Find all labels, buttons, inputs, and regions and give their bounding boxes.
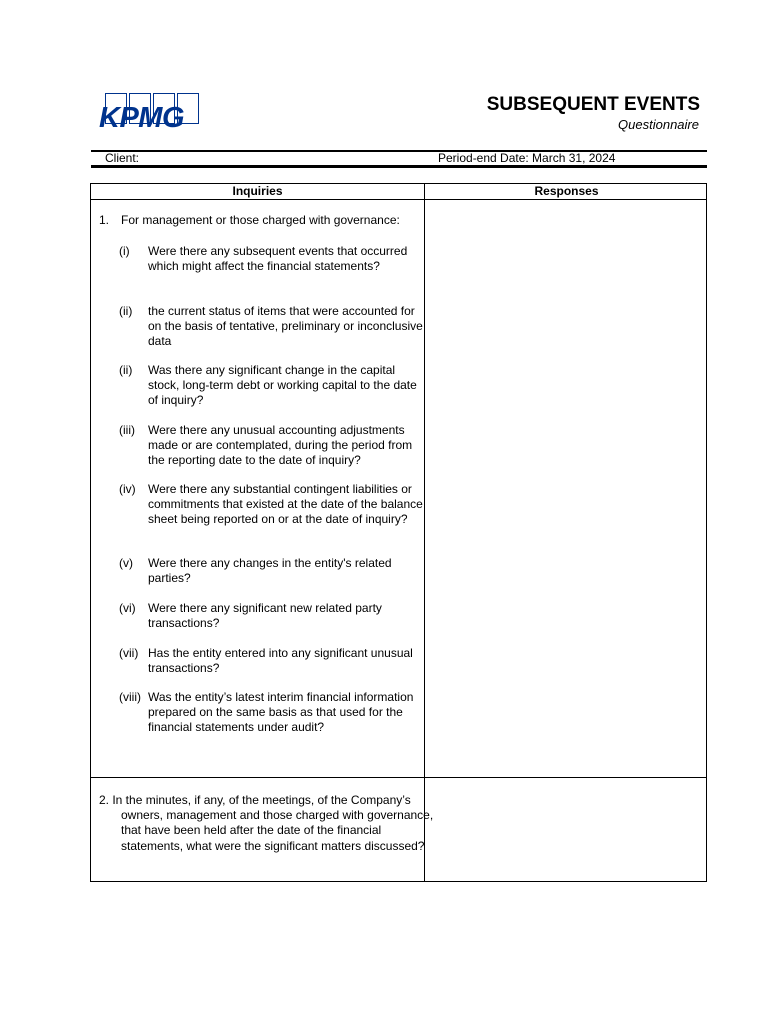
sub-question-number: (v) bbox=[119, 556, 133, 570]
sub-question-text: Were there any unusual accounting adjustments made or are contemplated, during the period from the reporting date to the date of inquiry? bbox=[148, 423, 413, 468]
question-number: 1. bbox=[99, 213, 110, 227]
question-2-text: 2. In the minutes, if any, of the meetings, of the Company’s owners, management and those charged with governance, that have been held after the date of the financial statements, what were the significant matters discussed? bbox=[99, 793, 434, 853]
sub-question-text: Were there any subsequent events that occurred which might affect the financial statements? bbox=[148, 244, 408, 274]
sub-question-text: Was there any significant change in the capital stock, long-term debt or working capital to the date of inquiry? bbox=[148, 363, 417, 408]
sub-question-number: (vii) bbox=[119, 646, 139, 660]
sub-question-text: Were there any changes in the entity's related parties? bbox=[148, 556, 392, 586]
column-header-inquiries: Inquiries bbox=[232, 184, 283, 198]
sub-question-text: the current status of items that were accounted for on the basis of tentative, preliminary or inconclusive data bbox=[148, 304, 423, 349]
inquiries-table bbox=[90, 183, 707, 882]
sub-question-number: (viii) bbox=[119, 690, 141, 704]
sub-question-text: Was the entity’s latest interim financial information prepared on the same basis as that used for the financial statements under audit? bbox=[148, 690, 414, 735]
sub-question-text: Were there any substantial contingent liabilities or commitments that existed at the date of the balance sheet being reported on or at the date of inquiry? bbox=[148, 482, 423, 527]
sub-question-text: Has the entity entered into any significant unusual transactions? bbox=[148, 646, 413, 676]
sub-question-number: (vi) bbox=[119, 601, 136, 615]
row-divider bbox=[91, 777, 706, 778]
kpmg-logo bbox=[99, 93, 199, 135]
question-1-text: For management or those charged with governance: bbox=[121, 213, 400, 227]
logo-wordmark: KPMG bbox=[99, 102, 184, 134]
sub-question-number: (ii) bbox=[119, 304, 133, 318]
header-divider bbox=[91, 199, 706, 200]
column-header-responses: Responses bbox=[534, 184, 599, 198]
client-label: Client: bbox=[105, 151, 140, 165]
question-1-intro bbox=[99, 213, 400, 228]
sub-question-number: (i) bbox=[119, 244, 130, 258]
sub-question-number: (iii) bbox=[119, 423, 135, 437]
sub-question-number: (ii) bbox=[119, 363, 133, 377]
document-subtitle: Questionnaire bbox=[618, 117, 699, 132]
sub-question-text: Were there any significant new related party transactions? bbox=[148, 601, 382, 631]
header-rule-bottom bbox=[91, 165, 707, 168]
period-end-date: Period-end Date: March 31, 2024 bbox=[438, 151, 616, 165]
document-title: SUBSEQUENT EVENTS bbox=[486, 94, 700, 115]
sub-question-number: (iv) bbox=[119, 482, 136, 496]
